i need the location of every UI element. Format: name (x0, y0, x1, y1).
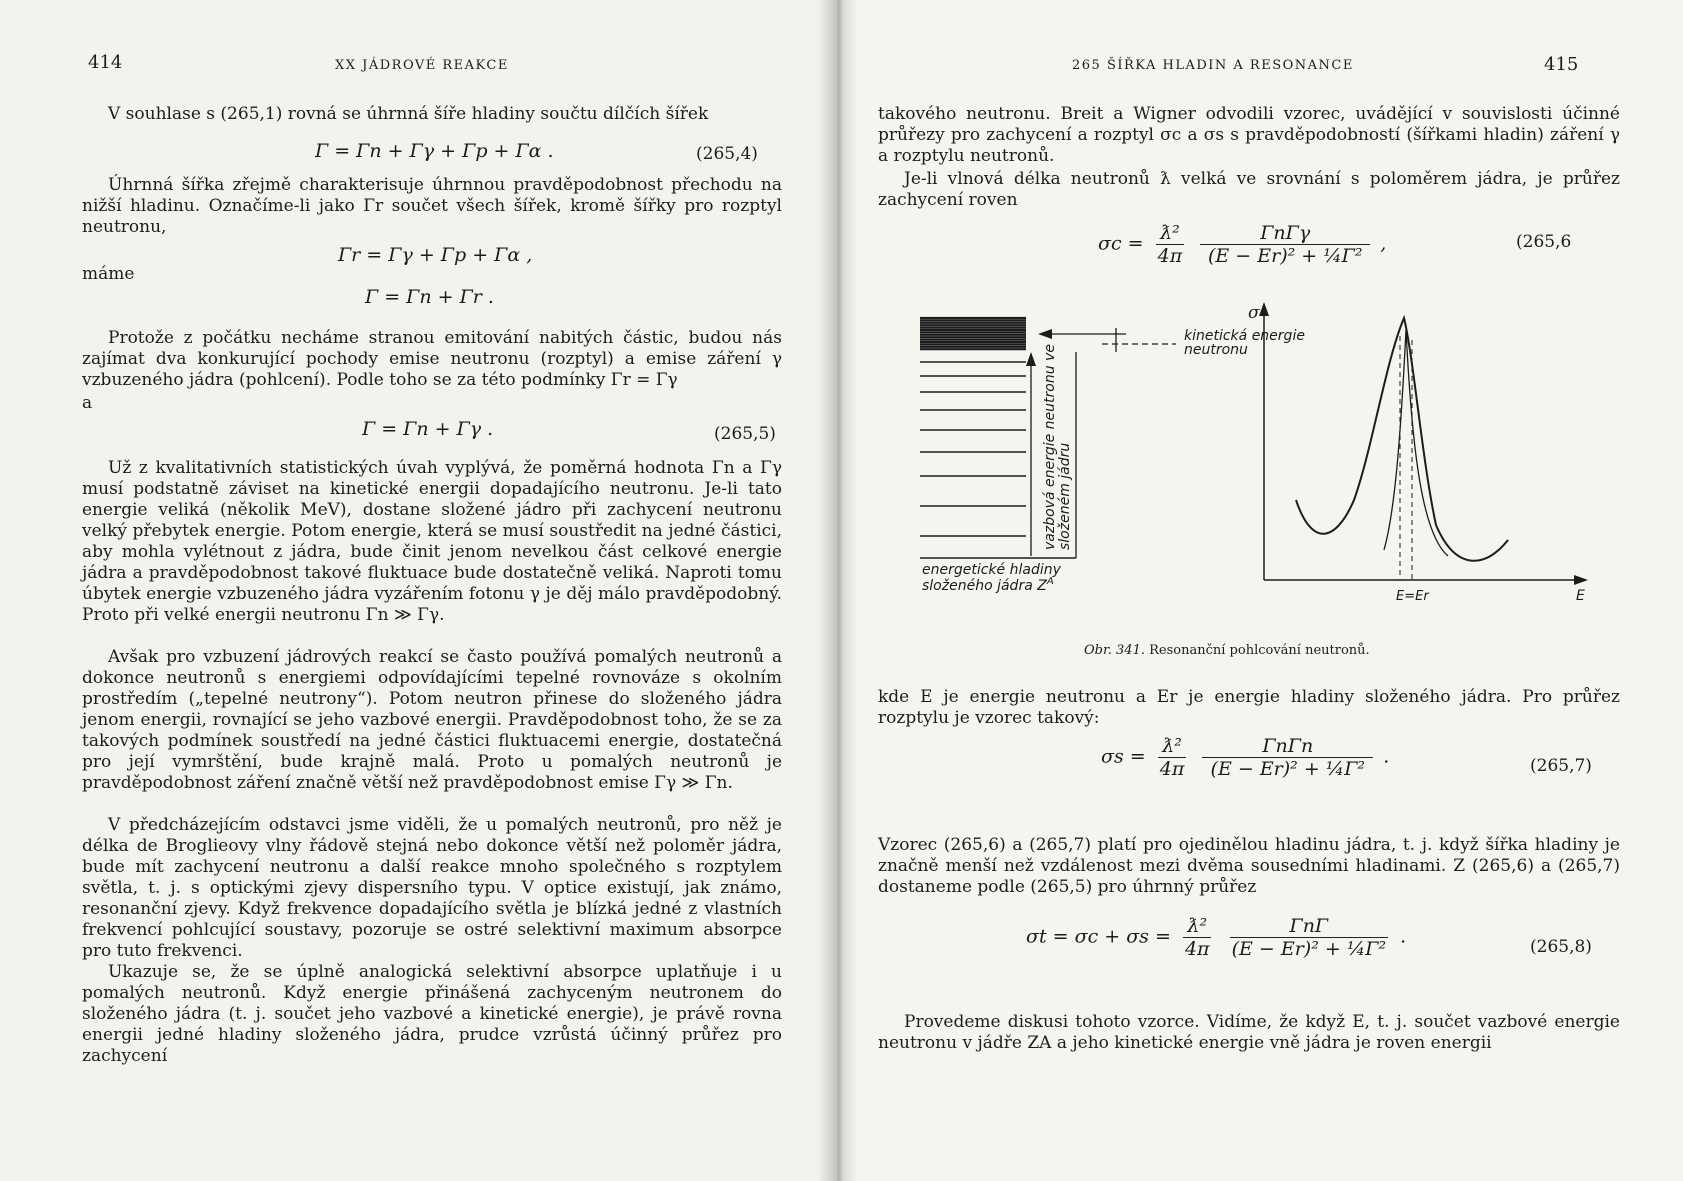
paragraph-r4: Vzorec (265,6) a (265,7) platí pro ojedinělou hladinu jádra, t. j. když šířka hladiny je značně menší než vzdálenost mezi dvěma sousedními hladinami. Z (265,6) a (265,7) dostaneme podle (265,5) pro úhrnný průřez (878, 835, 1620, 897)
equation-265-7 (1101, 735, 1389, 780)
energy-level-bars (920, 318, 1026, 536)
eq8-dot: . (1400, 925, 1407, 948)
paragraph-2: Úhrnná šířka zřejmě charakterisuje úhrnnou pravděpodobnost přechodu na nižší hladinu. Označíme-li jako Γr součet všech šířek, kromě šířky pro rozptyl neutronu, (82, 175, 782, 237)
binding-arrow-head (1026, 352, 1036, 366)
eq7-frac-main: $\frac{\text{ΓnΓn}}{\text{(E − Er)² + ¼Γ²}}$ (1202, 735, 1373, 780)
label-levels-2: složeného jádra $Z^A$ (922, 576, 1054, 594)
axis-label-e: E (1576, 588, 1585, 604)
equation-265-6 (1098, 222, 1386, 267)
running-head-right: 265 ŠÍŘKA HLADIN A RESONANCE (1072, 58, 1354, 73)
resonance-curve-inner (1384, 330, 1448, 556)
paragraph-7: Ukazuje se, že se úplně analogická selektivní absorpce uplatňuje i u pomalých neutronů. Když energie přinášená zachyceným neutronem do složeného jádra (t. j. součet jeho vazbové a kinetické energie), je právě rovna energii jedné hladiny složeného jádra, prudce vzrůstá účinný průřez pro zachycení (82, 962, 782, 1066)
word-a: a (82, 393, 93, 413)
eq6-frac-main: $\frac{\text{ΓnΓγ}}{\text{(E − Er)² + ¼Γ²}}$ (1200, 222, 1370, 267)
eq7-lhs: σs = (1101, 745, 1146, 768)
eq6-comma: , (1380, 232, 1387, 255)
eq7-dot: . (1383, 745, 1390, 768)
equation-265-4: Γ = Γn + Γγ + Γp + Γα . (315, 140, 554, 162)
x-axis-arrow (1574, 575, 1588, 585)
running-head-left: XX JÁDROVÉ REAKCE (335, 58, 509, 73)
equation-number-265-8: (265,8) (1530, 937, 1592, 957)
paragraph-4: Už z kvalitativních statistických úvah vyplývá, že poměrná hodnota Γn a Γγ musí podstatně záviset na kinetické energii dopadajícího neutronu. Je-li tato energie veliká (několik MeV), dostane složené jádro při zachycení neutronu velký přebytek energie. Potom energie, která se musí soustředit na jedné částici, aby mohla vylétnout z jádra, bude činit jenom nevelkou část celkové energie jádra a pravděpodobnost takové fluktuace bude dostatečně veliká. Naproti tomu úbytek energie vzbuzeného jádra vyzářením fotonu γ je děj málo pravděpodobný. Proto při velké energii neutronu Γn ≫ Γγ. (82, 458, 782, 625)
paragraph-6: V předcházejícím odstavci jsme viděli, že u pomalých neutronů, pro něž je délka de Broglieovy vlny řádově stejná nebo dokonce větší než poloměr jádra, bude mít zachycení neutronu a další reakce mnoho společného s rozptylem světla, t. j. s optickými zjevy dispersního typu. V optice existují, jak známo, resonanční zjevy. Když frekvence dopadajícího světla je blízká jedné z vlastních frekvencí pohlcující soustavy, pozoruje se ostré selektivní maximum absorpce pro tuto frekvenci. (82, 815, 782, 961)
figure-caption: Obr. 341. Resonanční pohlcování neutronů. (1084, 643, 1370, 658)
paragraph-3: Protože z počátku necháme stranou emitování nabitých částic, budou nás zajímat dva konkurující pochody emise neutronu (rozptyl) a emise záření γ vzbuzeného jádra (pohlcení). Podle toho se za této podmínky Γr = Γγ (82, 328, 782, 390)
label-vertical-2: složeném jádru (1057, 442, 1073, 550)
eq7-frac-lambda: $\frac{\text{ƛ²}}{4\pi}$ (1159, 735, 1185, 780)
paragraph-5: Avšak pro vzbuzení jádrových reakcí se často používá pomalých neutronů a dokonce neutronů s energiemi odpovídajícími tepelné rovnováze s okolním prostředím („tepelné neutrony“). Potom neutron přinese do složeného jádra jenom energii, rovnající se jeho vazbové energii. Pravděpodobnost toho, že se za takových podmínek soustředí na jedné částici fluktuacemi energie, dostatečná pro její vymrštění, bude krajně malá. Proto u pomalých neutronů je pravděpodobnost záření značně větší než pravděpodobnost emise Γγ ≫ Γn. (82, 647, 782, 793)
equation-number-265-4: (265,4) (696, 144, 758, 164)
label-kinetic-1: kinetická energie (1184, 328, 1305, 344)
equation-gamma-r: Γr = Γγ + Γp + Γα , (338, 244, 533, 266)
eq8-frac-main: $\frac{\text{ΓnΓ}}{\text{(E − Er)² + ¼Γ²}}$ (1228, 915, 1390, 960)
paragraph-r2: Je-li vlnová délka neutronů ƛ velká ve srovnání s poloměrem jádra, je průřez zachycení roven (878, 169, 1620, 210)
eq8-frac-lambda: $\frac{\text{ƛ²}}{4\pi}$ (1184, 915, 1210, 960)
equation-number-265-5: (265,5) (714, 424, 776, 444)
page-number-right: 415 (1544, 54, 1579, 75)
paragraph-r1: takového neutronu. Breit a Wigner odvodili vzorec, uvádějící v souvislosti účinné průřezy pro zachycení a rozptyl σc a σs s pravděpodobností (šířkami hladin) záření γ a rozptylu neutronů. (878, 104, 1620, 166)
page-number-left: 414 (88, 52, 123, 73)
eq8-lhs: σt = σc + σs = (1026, 925, 1171, 948)
paragraph-r5: Provedeme diskusi tohoto vzorce. Vidíme, že když E, t. j. součet vazbové energie neutronu v jádře ZA a jeho kinetické energie vně jádra je roven energii (878, 1012, 1620, 1053)
equation-number-265-6: (265,6 (1516, 232, 1572, 252)
axis-label-sigma: σ (1248, 303, 1260, 323)
paragraph-r3: kde E je energie neutronu a Er je energie hladiny složeného jádra. Pro průřez rozptylu je vzorec takový: (878, 687, 1620, 728)
label-kinetic-2: neutronu (1184, 342, 1248, 358)
label-vertical-1: vazbová energie neutronu ve (1042, 344, 1058, 550)
eq6-lhs: σc = (1098, 232, 1144, 255)
right-page (836, 0, 1683, 1181)
word-mame: máme (82, 264, 135, 284)
incoming-arrow-head (1038, 329, 1052, 339)
paragraph-1: V souhlase s (265,1) rovná se úhrnná šíře hladiny součtu dílčích šířek (108, 104, 709, 124)
equation-265-5: Γ = Γn + Γγ . (362, 418, 494, 440)
equation-number-265-7: (265,7) (1530, 756, 1592, 776)
equation-265-8 (1026, 915, 1406, 960)
eq6-frac-lambda: $\frac{\text{ƛ²}}{4\pi}$ (1157, 222, 1183, 267)
axis-label-er: E=Er (1396, 589, 1429, 604)
left-page (0, 0, 836, 1181)
label-levels-1: energetické hladiny (922, 562, 1061, 578)
equation-gamma-total: Γ = Γn + Γr . (365, 286, 494, 308)
figure-resonance (876, 300, 1636, 640)
y-axis-arrow (1259, 302, 1269, 316)
book-gutter-shadow (818, 0, 858, 1181)
resonance-curve (1296, 318, 1508, 561)
